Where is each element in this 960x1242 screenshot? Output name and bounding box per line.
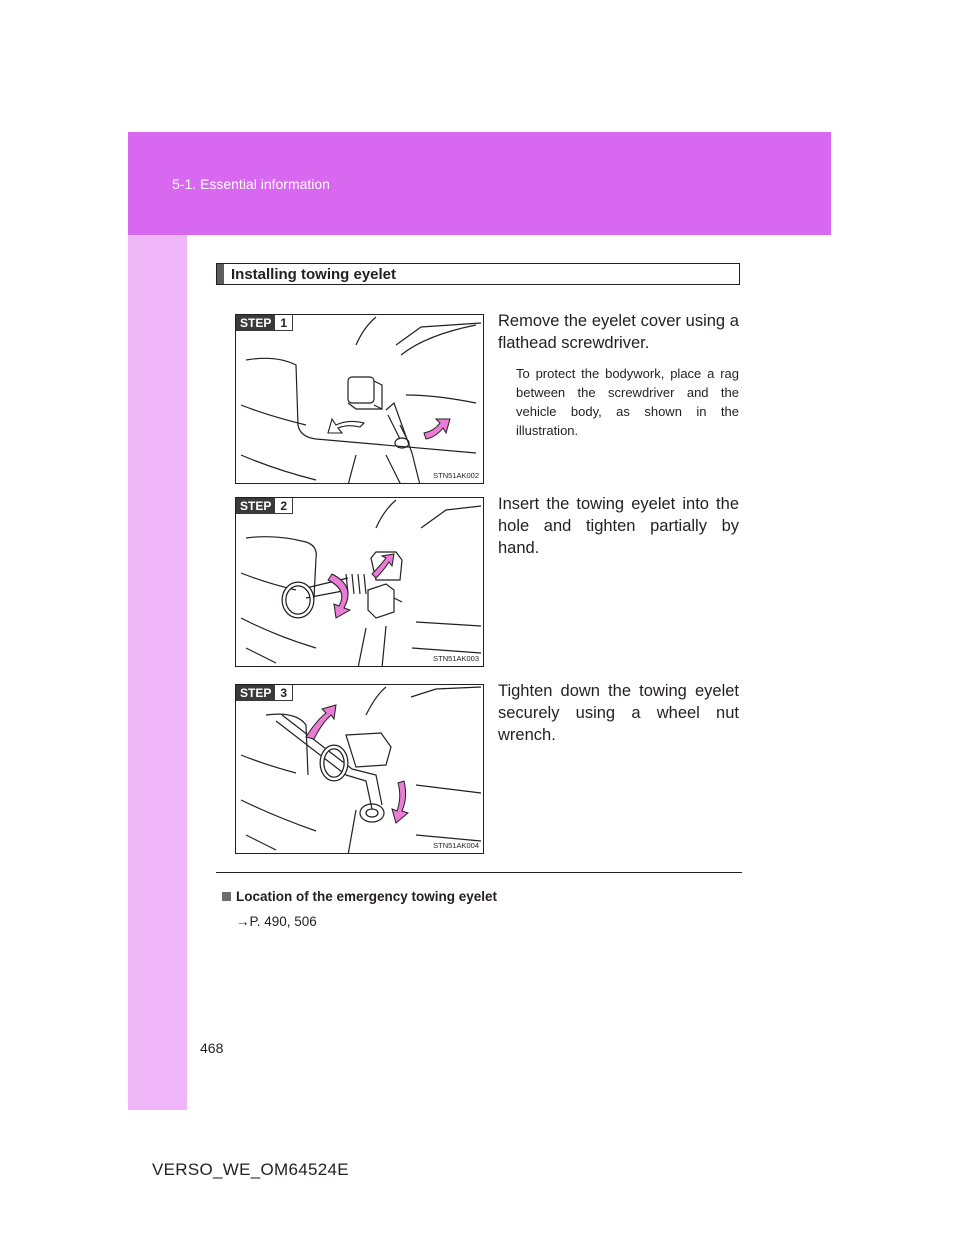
page-number: 468: [200, 1040, 224, 1056]
step-1-illustration: [235, 314, 484, 484]
step-1-badge: [236, 315, 293, 331]
step-3-drawing: [236, 685, 484, 854]
step-1-image-code: STN51AK002: [433, 471, 479, 480]
section-title-text: Installing towing eyelet: [231, 266, 397, 283]
step-2-text: Insert the towing eyelet into the hole and tighten partially by hand.: [498, 495, 739, 557]
step-2-number: 2: [275, 498, 293, 514]
location-page-reference[interactable]: →P. 490, 506: [236, 914, 317, 929]
square-bullet-icon: [222, 892, 231, 901]
step-2-image-code: STN51AK003: [433, 654, 479, 663]
footer-code: VERSO_WE_OM64524E: [152, 1160, 349, 1179]
step-1-label: STEP: [236, 315, 275, 331]
step-2-illustration: [235, 497, 484, 667]
step-3-number: 3: [275, 685, 293, 701]
step-1-text: Remove the eyelet cover using a flathead screwdriver.: [498, 312, 739, 352]
step-1-number: 1: [275, 315, 293, 331]
step-3-text: Tighten down the towing eyelet securely using a wheel nut wrench.: [498, 682, 739, 744]
section-breadcrumb: 5-1. Essential information: [172, 176, 330, 192]
step-2-drawing: [236, 498, 484, 667]
side-band: [128, 235, 187, 1110]
step-2-badge: [236, 498, 293, 514]
step-3-badge: [236, 685, 293, 701]
step-1-note: To protect the bodywork, place a rag between the screwdriver and the vehicle body, as shown in the illustration.: [516, 366, 739, 438]
location-title: [222, 889, 497, 904]
title-bar: [217, 264, 224, 284]
step-3-label: STEP: [236, 685, 275, 701]
step-3-image-code: STN51AK004: [433, 841, 479, 850]
step-2-label: STEP: [236, 498, 275, 514]
step-1-drawing: [236, 315, 484, 484]
location-title-text: Location of the emergency towing eyelet: [236, 889, 498, 904]
divider-rule: [216, 872, 742, 873]
section-title: [216, 263, 740, 285]
step-3-illustration: [235, 684, 484, 854]
